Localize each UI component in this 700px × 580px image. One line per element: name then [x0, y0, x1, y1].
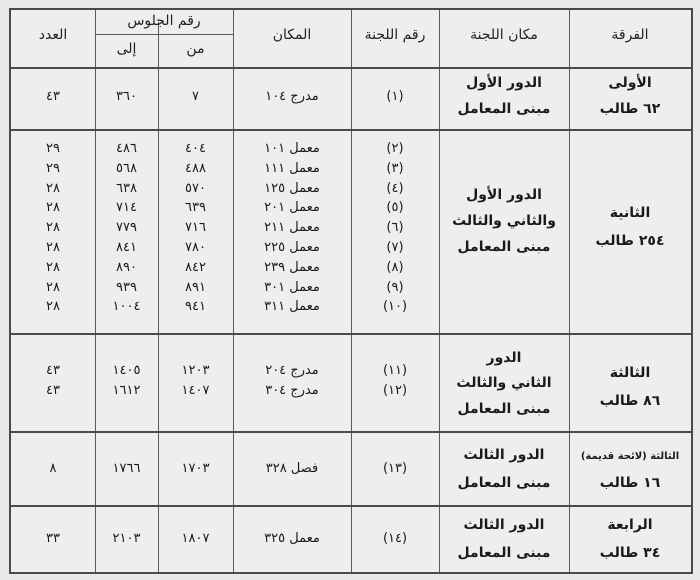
seat-to-cell: ١٠٠٤ [112, 299, 141, 315]
committee-location-line: الدور [486, 350, 522, 366]
place-cell: فصل ٣٢٨ [265, 461, 319, 476]
table-row [11, 297, 691, 317]
division-name: الأولى [608, 75, 652, 91]
seat-from-cell: ١٤٠٧ [181, 383, 210, 398]
count-cell: ٢٨ [46, 239, 60, 255]
committee-number-cell: (٣) [386, 160, 404, 176]
committee-number-cell: (١٠) [382, 299, 408, 315]
division-student-count: ٨٦ طالب [599, 393, 661, 409]
division-name: الرابعة [607, 517, 653, 533]
exam-committees-table [9, 8, 693, 574]
table-row [11, 278, 691, 298]
division-student-count: ٢٥٤ طالب [595, 233, 665, 249]
header-committee-number: رقم اللجنة [364, 27, 426, 43]
place-cell: مدرج ٣٠٤ [265, 383, 319, 398]
seat-from-cell: ٥٧٠ [185, 180, 206, 196]
seat-from-cell: ١٨٠٧ [181, 531, 210, 546]
header-to: إلى [116, 41, 137, 57]
committee-number-cell: (٥) [386, 200, 404, 216]
count-cell: ٢٨ [46, 279, 60, 295]
division-student-count: ٣٤ طالب [599, 545, 661, 561]
count-cell: ٤٣ [46, 363, 60, 378]
committee-location-line: مبنى المعامل [457, 475, 551, 491]
committee-number-cell: (٨) [386, 259, 404, 275]
committee-location-line: الثاني والثالث [456, 375, 552, 391]
seat-from-cell: ٦٣٩ [185, 200, 206, 216]
table-row [11, 258, 691, 278]
place-cell: معمل ١٢٥ [264, 180, 320, 196]
committee-number-cell: (٩) [386, 279, 404, 295]
table-header [11, 10, 691, 67]
committee-number-cell: (٢) [386, 141, 404, 156]
seat-to-cell: ٥٦٨ [116, 160, 137, 176]
header-seat-number: رقم الجلوس [127, 13, 201, 29]
count-cell: ٢٩ [46, 141, 60, 156]
committee-number-cell: (١٢) [382, 383, 408, 398]
header-place: المكان [272, 27, 312, 43]
division-name: الثانية [609, 205, 651, 221]
committee-number-cell: (١٣) [382, 461, 408, 476]
committee-location-line: الدور الأول [466, 75, 542, 91]
count-cell: ٢٨ [46, 220, 60, 236]
place-cell: مدرج ١٠٤ [265, 89, 319, 104]
header-division: الفرقة [611, 27, 649, 43]
table-row-group [11, 129, 691, 333]
count-cell: ٤٣ [46, 383, 60, 398]
place-cell: معمل ١١١ [264, 160, 320, 176]
header-count: العدد [38, 27, 68, 43]
committee-location-line: الدور الثالث [463, 447, 545, 463]
division-name: الثالثة (لائحة قديمة) [580, 451, 680, 462]
seat-to-cell: ١٧٦٦ [112, 461, 141, 476]
committee-location-line: مبنى المعامل [457, 239, 551, 255]
seat-to-cell: ٨٤١ [116, 239, 137, 255]
seat-from-cell: ٧٨٠ [185, 239, 206, 255]
place-cell: معمل ٢٢٥ [264, 239, 320, 255]
committee-number-cell: (١٤) [382, 531, 408, 546]
count-cell: ٢٩ [46, 160, 60, 176]
sub-rows [11, 139, 691, 317]
header-from: من [186, 41, 205, 57]
place-cell: معمل ٢٣٩ [264, 259, 320, 275]
committee-number-cell: (٦) [386, 220, 404, 236]
committee-number-cell: (٤) [386, 180, 404, 196]
count-cell: ٢٨ [46, 200, 60, 216]
seat-from-cell: ٨٩١ [185, 279, 206, 295]
committee-number-cell: (١١) [382, 363, 408, 378]
place-cell: معمل ٢٠١ [264, 200, 320, 216]
seat-to-cell: ١٦١٢ [112, 383, 141, 398]
seat-to-cell: ٤٨٦ [116, 141, 137, 156]
seat-from-cell: ٨٤٢ [185, 259, 206, 275]
committee-location-line: والثاني والثالث [452, 213, 556, 229]
table-row [11, 139, 691, 159]
seat-to-cell: ٣٦٠ [116, 89, 137, 104]
seat-from-cell: ٧ [192, 89, 199, 104]
seat-to-cell: ١٤٠٥ [112, 363, 141, 378]
header-committee-place: مكان اللجنة [470, 27, 538, 43]
seat-from-cell: ١٢٠٣ [181, 363, 210, 378]
division-student-count: ٦٢ طالب [599, 101, 661, 117]
place-cell: معمل ١٠١ [264, 141, 320, 156]
division-student-count: ١٦ طالب [599, 475, 661, 491]
table-row [11, 431, 691, 505]
count-cell: ٤٣ [46, 89, 60, 104]
place-cell: معمل ٢١١ [264, 220, 320, 236]
count-cell: ٢٨ [46, 299, 60, 315]
count-cell: ٢٨ [46, 180, 60, 196]
committee-number-cell: (١) [386, 89, 404, 104]
seat-from-cell: ٤٠٤ [185, 141, 206, 156]
seat-from-cell: ١٧٠٣ [181, 461, 210, 476]
count-cell: ٨ [49, 461, 57, 476]
table-row [11, 67, 691, 129]
seat-to-cell: ٧١٤ [116, 200, 137, 216]
committee-location-line: الدور الثالث [463, 517, 545, 533]
table-row-group [11, 333, 691, 431]
count-cell: ٢٨ [46, 259, 60, 275]
seat-from-cell: ٤٨٨ [185, 160, 206, 176]
table-row [11, 505, 691, 572]
seat-to-cell: ٨٩٠ [116, 259, 137, 275]
place-cell: معمل ٣٢٥ [264, 531, 320, 546]
table-row [11, 179, 691, 199]
committee-location-line: مبنى المعامل [457, 545, 551, 561]
seat-from-cell: ٩٤١ [185, 299, 206, 315]
committee-location-line: مبنى المعامل [457, 401, 551, 417]
committee-number-cell: (٧) [386, 239, 404, 255]
seat-from-cell: ٧١٦ [185, 220, 206, 236]
place-cell: معمل ٣١١ [264, 299, 320, 315]
header-subdivider [95, 34, 233, 35]
seat-to-cell: ٩٣٩ [116, 279, 137, 295]
seat-to-cell: ٦٣٨ [116, 180, 137, 196]
table-row [11, 159, 691, 179]
committee-location-line: مبنى المعامل [457, 101, 551, 117]
place-cell: مدرج ٢٠٤ [265, 363, 319, 378]
place-cell: معمل ٣٠١ [264, 279, 320, 295]
division-name: الثالثة [609, 365, 651, 381]
seat-to-cell: ٧٧٩ [116, 220, 137, 236]
count-cell: ٣٣ [46, 531, 60, 546]
committee-location-line: الدور الأول [466, 187, 542, 203]
seat-to-cell: ٢١٠٣ [112, 531, 141, 546]
